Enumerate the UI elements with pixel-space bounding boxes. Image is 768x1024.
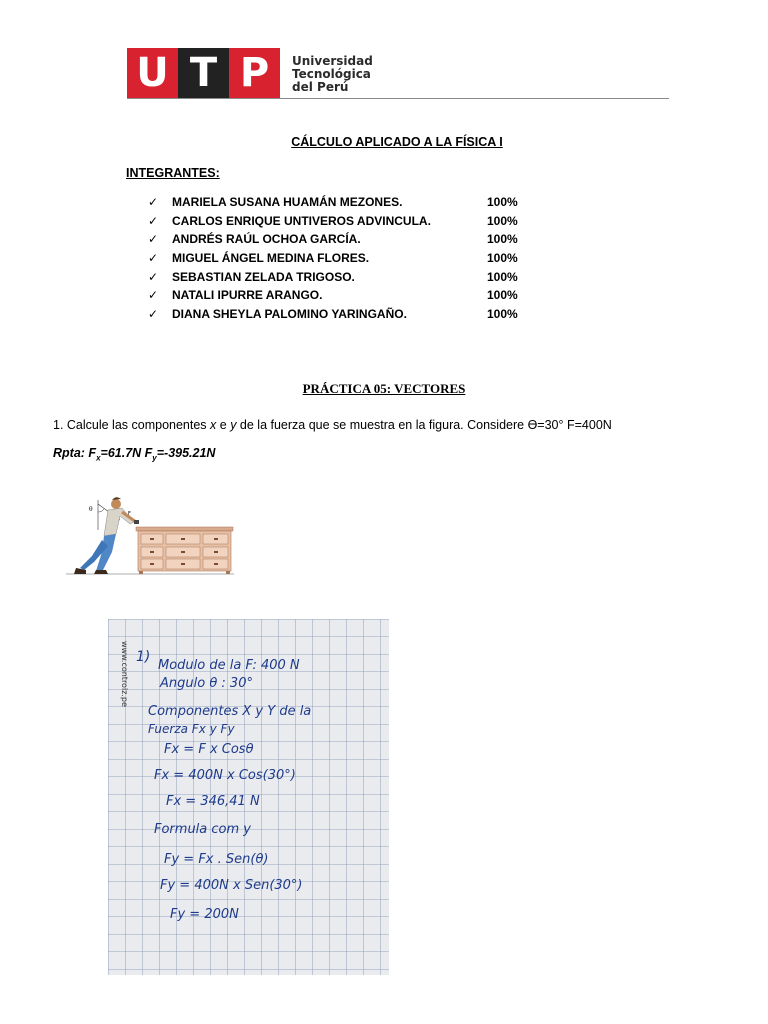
logo-text-line: del Perú [292, 80, 349, 94]
notes-line: Angulo θ : 30° [160, 676, 253, 691]
list-item [148, 288, 548, 307]
question-var-y: y [230, 418, 237, 432]
notes-line: Fy = 200N [170, 907, 239, 922]
check-icon: ✓ [148, 307, 159, 322]
notes-line: Fx = 346,41 N [166, 794, 260, 809]
logo-text-line: Tecnológica [292, 67, 371, 81]
notes-line: Componentes X y Y de la [148, 704, 312, 719]
notes-line: Fy = Fx . Sen(θ) [164, 852, 269, 867]
answer-sub-y: y [152, 453, 157, 463]
answer-part: =61.7N F [100, 446, 153, 460]
logo-letter-u: U [127, 48, 178, 98]
member-name: ANDRÉS RAÚL OCHOA GARCÍA. [172, 232, 361, 247]
member-name: SEBASTIAN ZELADA TRIGOSO. [172, 269, 355, 284]
member-percent: 100% [487, 269, 518, 284]
logo-letter-t: T [178, 48, 229, 98]
members-list [148, 195, 548, 326]
member-percent: 100% [487, 213, 518, 228]
check-icon: ✓ [148, 288, 159, 303]
check-icon: ✓ [148, 213, 159, 228]
utp-logo [127, 48, 280, 98]
notes-line: 1) [136, 649, 151, 665]
member-name: MIGUEL ÁNGEL MEDINA FLORES. [172, 251, 370, 266]
answer-part: =-395.21N [156, 446, 216, 460]
notes-line: Fx = 400N x Cos(30°) [154, 768, 296, 783]
member-percent: 100% [487, 307, 518, 322]
notes-line: Fx = F x Cosθ [164, 742, 254, 757]
logo-letter-p: P [229, 48, 280, 98]
list-item [148, 307, 548, 326]
pushing-dresser-figure [64, 490, 236, 578]
force-label: F [128, 511, 131, 517]
check-icon: ✓ [148, 195, 159, 209]
notes-line: Modulo de la F: 400 N [158, 658, 300, 673]
member-percent: 100% [487, 251, 518, 266]
list-item [148, 214, 548, 233]
member-percent: 100% [487, 232, 518, 247]
member-percent: 100% [487, 288, 518, 303]
list-item [148, 232, 548, 251]
handwritten-notes-photo [108, 619, 389, 975]
logo-text [292, 55, 373, 94]
question-text [53, 418, 612, 432]
list-item [148, 251, 548, 270]
course-title: CÁLCULO APLICADO A LA FÍSICA I [291, 135, 503, 149]
notes-line: Formula com y [154, 822, 251, 837]
notes-line: Fy = 400N x Sen(30°) [160, 878, 303, 893]
notes-line: Fuerza Fx y Fy [148, 722, 235, 736]
header-divider [127, 98, 669, 99]
check-icon: ✓ [148, 269, 159, 284]
list-item [148, 270, 548, 289]
notes-watermark: www.controlz.pe [120, 641, 129, 707]
question-part: e [216, 418, 231, 432]
list-item [148, 195, 548, 214]
member-name: CARLOS ENRIQUE UNTIVEROS ADVINCULA. [172, 213, 431, 228]
members-heading: INTEGRANTES: [126, 166, 220, 180]
member-name: NATALI IPURRE ARANGO. [172, 288, 323, 303]
question-var-x: x [210, 418, 217, 432]
member-name: MARIELA SUSANA HUAMÁN MEZONES. [172, 195, 403, 209]
answer-sub-x: x [96, 453, 101, 463]
check-icon: ✓ [148, 251, 159, 266]
logo-text-line: Universidad [292, 54, 373, 68]
answer-part: Rpta: F [53, 446, 97, 460]
question-part: 1. Calcule las componentes [53, 418, 211, 432]
answer-text [53, 446, 215, 463]
member-name: DIANA SHEYLA PALOMINO YARINGAÑO. [172, 307, 407, 322]
practice-title: PRÁCTICA 05: VECTORES [302, 381, 466, 396]
member-percent: 100% [487, 195, 518, 209]
check-icon: ✓ [148, 232, 159, 247]
question-part: de la fuerza que se muestra en la figura. Considere ϴ=30° F=400N [236, 418, 612, 432]
angle-label: θ [89, 506, 93, 513]
